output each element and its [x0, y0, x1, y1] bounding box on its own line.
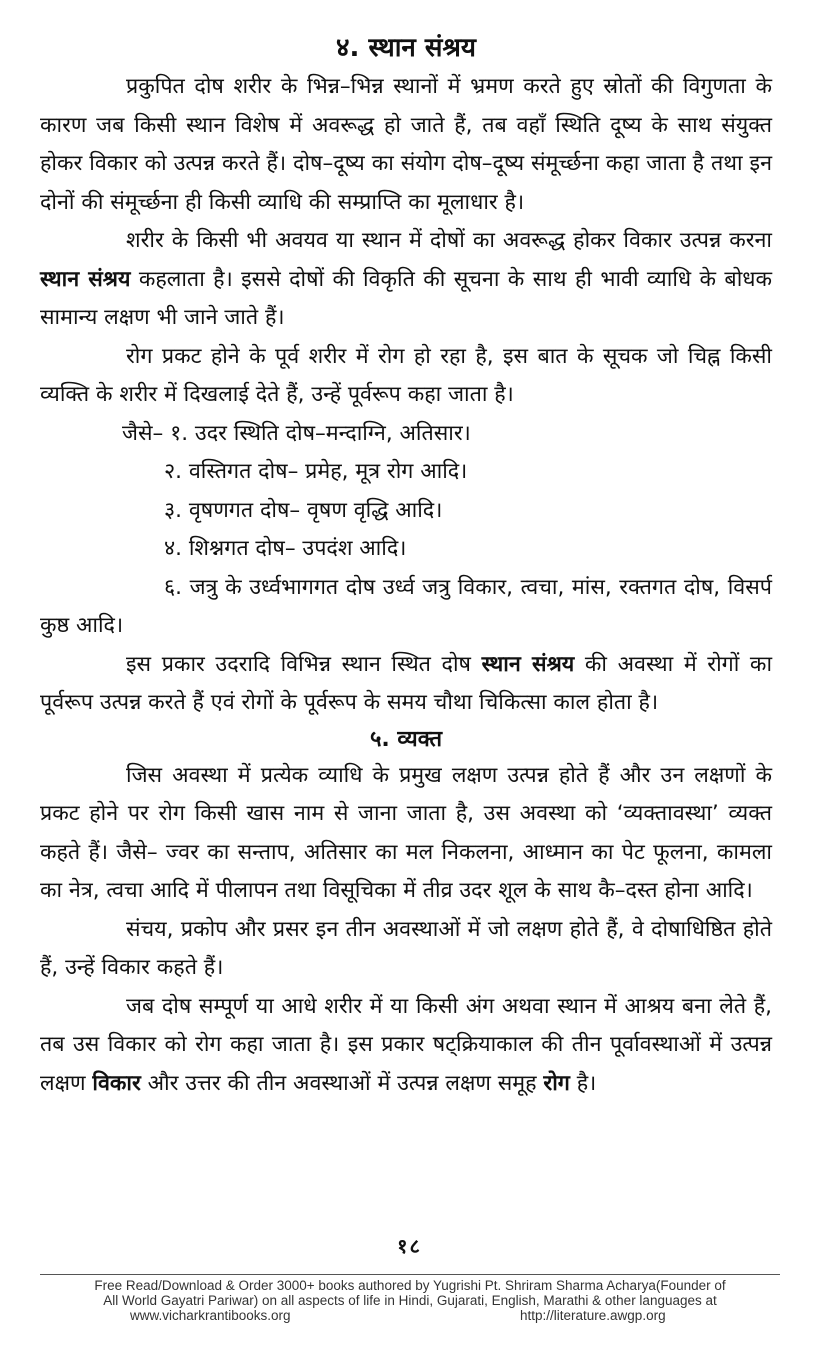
section-5-paragraph-3 [40, 988, 772, 1104]
list-item-wrapping: ६. जत्रु के उर्ध्वभागगत दोष उर्ध्व जत्रु विकार, त्वचा, मांस, रक्तगत दोष, विसर्प कुष्ठ आदि। [40, 574, 772, 638]
bold-term: स्थान संश्रय [481, 651, 575, 677]
paragraph-text: और उत्तर की तीन अवस्थाओं में उत्पन्न लक्षण समूह [147, 1070, 537, 1096]
paragraph-text: जब दोष सम्पूर्ण या आधे शरीर में या किसी अंग अथवा स्थान में आश्रय बना लेते हैं, तब उस विकार को रोग कहा जाता है। इस प्रकार षट्क्रियाकाल की तीन पूर्वावस्थाओं में उत्पन्न लक्षण [40, 993, 772, 1096]
footer-divider [40, 1274, 780, 1275]
section-4-title: ४. स्थान संश्रय [336, 33, 476, 63]
page-content [40, 28, 772, 1103]
paragraph-text: है। [576, 1070, 597, 1096]
section-4-paragraph-4 [40, 646, 772, 723]
bold-term: विकार [92, 1070, 141, 1096]
footer-line: Free Read/Download & Order 3000+ books authored by Yugrishi Pt. Shriram Sharma Acharya(Founder of [94, 1278, 726, 1293]
page-number: १८ [397, 1234, 422, 1258]
section-5-title: ५. व्यक्त [369, 726, 443, 752]
footer [40, 1278, 780, 1323]
footer-line: All World Gayatri Pariwar) on all aspects of life in Hindi, Gujarati, English, Marathi & other languages at [103, 1293, 717, 1308]
list-item: जैसे– १. उदर स्थिति दोष–मन्दाग्नि, अतिसार। [122, 420, 471, 446]
section-5-paragraph-2: संचय, प्रकोप और प्रसर इन तीन अवस्थाओं में जो लक्षण होते हैं, वे दोषाधिष्ठित होते हैं, उन्हें विकार कहते हैं। [40, 916, 772, 980]
vicharkranti-link[interactable]: www.vicharkrantibooks.org [130, 1308, 291, 1323]
paragraph-text: कहलाता है। इससे दोषों की विकृति की सूचना के साथ ही भावी व्याधि के बोधक सामान्य लक्षण भी जाने जाते हैं। [40, 266, 772, 330]
list-item: ३. वृषणगत दोष– वृषण वृद्धि आदि। [164, 497, 443, 523]
paragraph-text: इस प्रकार उदरादि विभिन्न स्थान स्थित दोष [126, 651, 471, 677]
paragraph-text: शरीर के किसी भी अवयव या स्थान में दोषों का अवरूद्ध होकर विकार उत्पन्न करना [126, 228, 772, 253]
list-item: ४. शिश्नगत दोष– उपदंश आदि। [164, 536, 407, 561]
bold-term: स्थान संश्रय [40, 266, 131, 292]
section-4-paragraph-1: प्रकुपित दोष शरीर के भिन्न–भिन्न स्थानों में भ्रमण करते हुए स्रोतों की विगुणता के कारण जब किसी स्थान विशेष में अवरूद्ध हो जाते हैं, तब वहाँ स्थिति दूष्य के साथ संयुक्त होकर विकार को उत्पन्न करते हैं। दोष–दूष्य का संयोग दोष–दूष्य संमूर्च्छना कहा जाता है तथा इन दोनों की संमूर्च्छना ही किसी व्याधि की सम्प्राप्ति का मूलाधार है। [40, 74, 772, 215]
list-item: २. वस्तिगत दोष– प्रमेह, मूत्र रोग आदि। [164, 459, 468, 484]
section-4-paragraph-3: रोग प्रकट होने के पूर्व शरीर में रोग हो रहा है, इस बात के सूचक जो चिह्न किसी व्यक्ति के शरीर में दिखलाई देते हैं, उन्हें पूर्वरूप कहा जाता है। [40, 343, 772, 407]
literature-link[interactable]: http://literature.awgp.org [520, 1308, 666, 1323]
section-5-paragraph-1: जिस अवस्था में प्रत्येक व्याधि के प्रमुख लक्षण उत्पन्न होते हैं और उन लक्षणों के प्रकट होने पर रोग किसी खास नाम से जाना जाता है, उस अवस्था को ‘व्यक्तावस्था’ व्यक्त कहते हैं। जैसे– ज्वर का सन्ताप, अतिसार का मल निकलना, आध्मान का पेट फूलना, कामला का नेत्र, त्वचा आदि में पीलापन तथा विसूचिका में तीव्र उदर शूल के साथ कै–दस्त होना आदि। [40, 762, 772, 903]
footer-links [40, 1308, 780, 1323]
section-4-paragraph-2 [40, 222, 772, 338]
examples-list [40, 415, 772, 569]
bold-term: रोग [543, 1070, 570, 1096]
paragraph-text: की अवस्था में रोगों का पूर्वरूप उत्पन्न करते हैं एवं रोगों के पूर्वरूप के समय चौथा चिकित्सा काल होता है। [40, 651, 773, 715]
